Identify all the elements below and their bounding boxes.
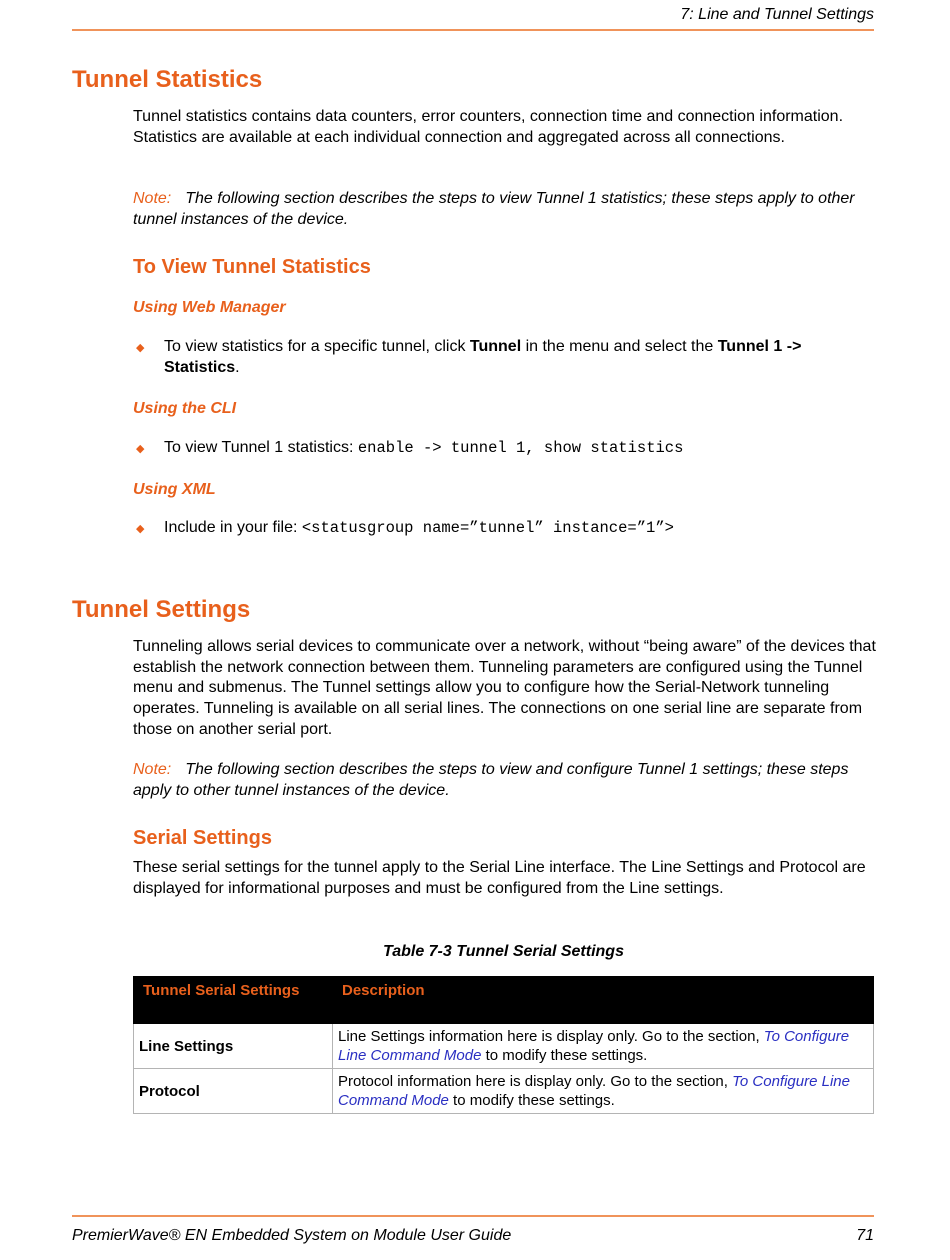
- xml-instruction: Include in your file: <statusgroup name=”tunnel” instance=”1”>: [164, 519, 674, 537]
- tunnel-statistics-intro: Tunnel statistics contains data counters, error counters, connection time and connection information. Statistics are available at each individual connection and aggregated across all connections.: [133, 108, 844, 146]
- bullet-diamond-icon: ◆: [136, 443, 145, 455]
- bullet-diamond-icon: ◆: [136, 342, 145, 354]
- subtitle-view-tunnel-statistics: To View Tunnel Statistics: [133, 256, 371, 278]
- menu-tunnel: Tunnel: [469, 338, 522, 355]
- bullet-diamond-icon: ◆: [136, 523, 145, 535]
- row-description: Protocol information here is display only. Go to the section, To Configure Line Command Mode to modify these settings.: [333, 1069, 874, 1114]
- note-statistics: [133, 189, 878, 230]
- cli-command-code: enable -> tunnel 1, show statistics: [357, 439, 684, 457]
- note-text: The following section describes the steps to view and configure Tunnel 1 settings; these steps apply to other tunnel instances of the device.: [133, 761, 849, 799]
- row-key: Protocol: [134, 1069, 333, 1114]
- table-header-row: [134, 977, 874, 1024]
- row-description: Line Settings information here is display only. Go to the section, To Configure Line Command Mode to modify these settings.: [333, 1024, 874, 1069]
- note-label: Note:: [133, 761, 172, 778]
- link-to-configure-line-command-mode[interactable]: To Configure Line Command Mode: [338, 1073, 850, 1109]
- link-to-configure-line-command-mode[interactable]: To Configure Line Command Mode: [338, 1028, 850, 1064]
- heading-using-web-manager: Using Web Manager: [133, 299, 286, 316]
- footer-rule: [72, 1215, 874, 1217]
- cli-instruction: To view Tunnel 1 statistics: enable -> tunnel 1, show statistics: [164, 439, 684, 457]
- column-header-description: Description: [333, 977, 874, 1024]
- web-manager-instruction: To view statistics for a specific tunnel, click Tunnel in the menu and select the Tunnel 1 -> Statistics.: [164, 338, 802, 376]
- subtitle-serial-settings: Serial Settings: [133, 827, 272, 849]
- header-rule: [72, 29, 874, 31]
- footer-title: PremierWave® EN Embedded System on Module User Guide: [72, 1227, 512, 1244]
- table-caption: Table 7-3 Tunnel Serial Settings: [383, 943, 624, 960]
- note-label: Note:: [133, 190, 172, 207]
- column-header-setting: Tunnel Serial Settings: [134, 977, 333, 1024]
- tunnel-serial-settings-table: [133, 976, 874, 1114]
- running-header: 7: Line and Tunnel Settings: [680, 6, 874, 23]
- xml-code: <statusgroup name=”tunnel” instance=”1”>: [301, 519, 674, 537]
- page-number: 71: [856, 1227, 874, 1244]
- note-settings: [133, 760, 878, 801]
- heading-using-xml: Using XML: [133, 481, 216, 498]
- section-title-tunnel-statistics: Tunnel Statistics: [72, 66, 263, 93]
- menu-tunnel-statistics: Tunnel 1 -> Statistics: [164, 338, 802, 376]
- note-text: The following section describes the steps to view Tunnel 1 statistics; these steps apply to other tunnel instances of the device.: [133, 190, 855, 228]
- table-row: [134, 1024, 874, 1069]
- heading-using-the-cli: Using the CLI: [133, 400, 237, 417]
- tunnel-settings-intro: Tunneling allows serial devices to communicate over a network, without “being aware” of the devices that establish the network connection between them. Tunneling parameters are configured using the Tunnel menu and submenus. The Tunnel settings allow you to configure how the Serial-Network tunneling operates. Tunneling is available on all serial lines. The connections on one serial line are separate from those on another serial port.: [133, 638, 876, 738]
- table-row: [134, 1069, 874, 1114]
- row-key: Line Settings: [134, 1024, 333, 1069]
- serial-settings-text: These serial settings for the tunnel apply to the Serial Line interface. The Line Settings and Protocol are displayed for informational purposes and must be configured from the Line settings.: [133, 859, 866, 897]
- section-title-tunnel-settings: Tunnel Settings: [72, 596, 251, 623]
